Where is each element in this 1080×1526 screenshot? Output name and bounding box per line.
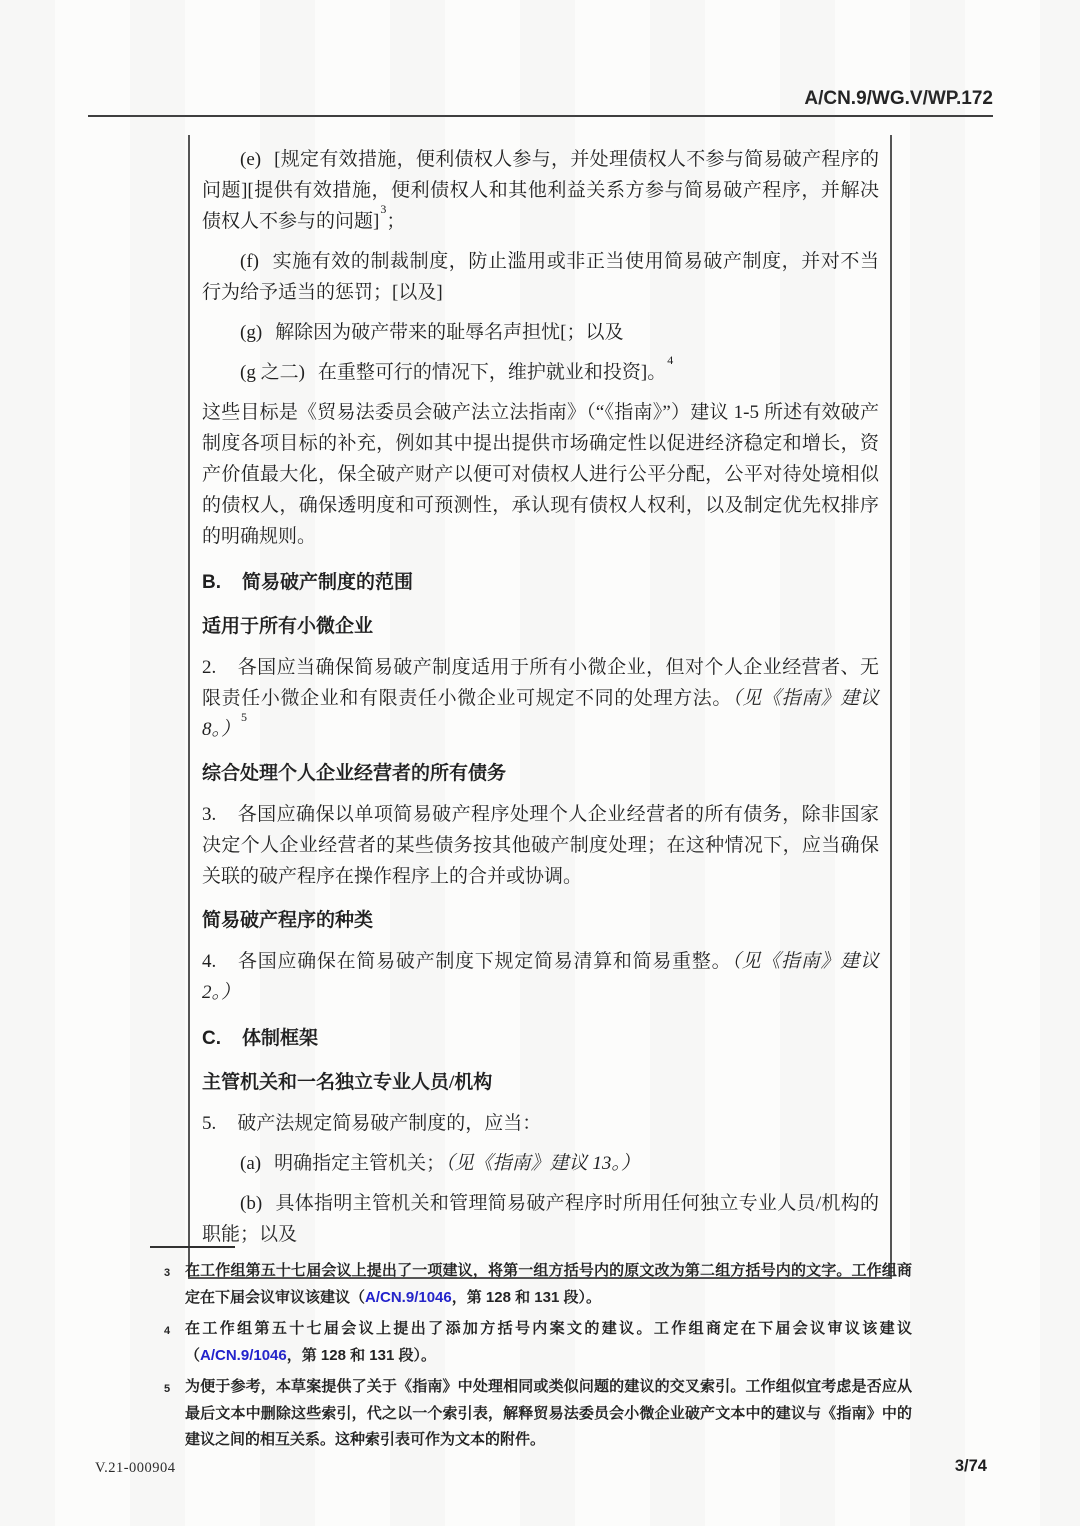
page-number: 3/74 xyxy=(954,1457,987,1475)
section-heading-c xyxy=(202,1023,879,1054)
paragraph-text: 这些目标是《贸易法委员会破产法立法指南》（“《指南》”）建议 1-5 所述有效破产制度各项目标的补充，例如其中提出提供市场确定性以促进经济稳定和增长，资产价值最大化，保全破产财产以便可对债权人进行公平分配，公平对待处境相似的债权人，确保透明度和可预测性，承认现有债权人权利，以及制定优先权排序的明确规则。 xyxy=(202,402,879,547)
paragraph-text: 各国应确保以单项简易破产程序处理个人企业经营者的所有债务，除非国家决定个人企业经营者的某些债务按其他破产制度处理；在这种情况下，应当确保关联的破产程序在操作程序上的合并或协调。 xyxy=(202,804,879,887)
section-heading-b xyxy=(202,567,879,598)
guide-reference: （见《指南》建议 8。） xyxy=(202,688,879,740)
paragraph-5a xyxy=(202,1148,879,1179)
paragraph-label: (a) xyxy=(240,1153,262,1174)
paragraph-text: 破产法规定简易破产制度的，应当： xyxy=(237,1113,542,1134)
paragraph-2 xyxy=(202,652,879,745)
footnote-separator xyxy=(150,1246,235,1248)
header-rule xyxy=(88,115,993,117)
paragraph-5b xyxy=(202,1188,879,1250)
paragraph-g xyxy=(202,317,879,348)
footnote-5 xyxy=(164,1374,912,1454)
footnote-number: 3 xyxy=(164,1267,171,1279)
footnote-ref-4: 4 xyxy=(667,352,674,367)
footnote-text-before: 在工作组第五十七届会议上提出了添加方括号内案文的建议。工作组商定在下届会议审议该建议（ xyxy=(185,1320,912,1364)
paragraph-g-bis xyxy=(202,352,879,388)
section-title: 简易破产制度的范围 xyxy=(242,572,414,593)
link-acn9-1046[interactable]: A/CN.9/1046 xyxy=(200,1346,287,1364)
footnote-3 xyxy=(164,1258,912,1311)
main-text-frame xyxy=(188,135,892,1279)
paragraph-text: [规定有效措施，便利债权人参与，并处理债权人不参与简易破产程序的问题][提供有效措施，便利债权人和其他利益关系方参与简易破产程序，并解决债权人不参与的问题] xyxy=(202,149,879,232)
paragraph-number: 2. xyxy=(202,657,217,678)
paragraph-text: 具体指明主管机关和管理简易破产程序时所用任何独立专业人员/机构的职能；以及 xyxy=(202,1193,879,1245)
footnote-text-before: 在工作组第五十七届会议上提出了一项建议，将第一组方括号内的原文改为第二组方括号内的文字。工作组商定在下届会议审议该建议（ xyxy=(185,1262,912,1306)
footnote-text-after: ，第 128 和 131 段）。 xyxy=(451,1288,601,1306)
paragraph-e xyxy=(202,144,879,237)
footnote-text-after: ，第 128 和 131 段）。 xyxy=(286,1346,436,1364)
guide-reference: （见《指南》建议 2。） xyxy=(202,951,879,1003)
paragraph-number: 4. xyxy=(202,951,217,972)
paragraph-text: 各国应确保在简易破产制度下规定简易清算和简易重整。 xyxy=(237,951,732,972)
paragraph-4 xyxy=(202,946,879,1008)
paragraph-text: 解除因为破产带来的耻辱名声担忧[；以及 xyxy=(275,322,624,343)
paragraph-tail: ； xyxy=(386,211,406,232)
section-title: 体制框架 xyxy=(242,1028,319,1049)
paragraph-text: 各国应当确保简易破产制度适用于所有小微企业，但对个人企业经营者、无限责任小微企业和有限责任小微企业可规定不同的处理方法。 xyxy=(202,657,879,709)
paragraph-label: (b) xyxy=(240,1193,263,1214)
footnote-number: 4 xyxy=(164,1325,171,1337)
footnote-text xyxy=(185,1258,912,1311)
footnote-4 xyxy=(164,1316,912,1369)
paragraph-label: (e) xyxy=(240,149,262,170)
footnote-ref-5: 5 xyxy=(241,709,248,724)
paragraph-goals xyxy=(202,397,879,552)
paragraph-text: 在重整可行的情况下，维护就业和投资]。 xyxy=(317,362,667,383)
paragraph-f xyxy=(202,246,879,308)
guide-reference: （见《指南》建议 13。） xyxy=(445,1153,640,1174)
footnote-text: 为便于参考，本草案提供了关于《指南》中处理相同或类似问题的建议的交叉索引。工作组似宜考虑是否应从最后文本中删除这些索引，代之以一个索引表，解释贸易法委员会小微企业破产文本中的建议与《指南》中的建议之间的相互关系。这种索引表可作为文本的附件。 xyxy=(185,1378,912,1448)
paragraph-3 xyxy=(202,799,879,892)
section-number: C. xyxy=(202,1028,221,1049)
paragraph-label: (g) xyxy=(240,322,263,343)
subheading-types: 简易破产程序的种类 xyxy=(202,910,374,931)
subheading-authority: 主管机关和一名独立专业人员/机构 xyxy=(202,1072,493,1093)
footnote-number: 5 xyxy=(164,1383,171,1395)
document-symbol: A/CN.9/WG.V/WP.172 xyxy=(804,88,993,109)
footnote-block xyxy=(164,1258,912,1459)
paragraph-label: (f) xyxy=(240,251,259,272)
footnote-text xyxy=(185,1316,912,1369)
paragraph-number: 3. xyxy=(202,804,217,825)
job-number: V.21-000904 xyxy=(95,1460,176,1476)
paragraph-number: 5. xyxy=(202,1113,217,1134)
subheading-debts: 综合处理个人企业经营者的所有债务 xyxy=(202,763,507,784)
paragraph-text: 明确指定主管机关； xyxy=(274,1153,446,1174)
paragraph-text: 实施有效的制裁制度，防止滥用或非正当使用简易破产制度，并对不当行为给予适当的惩罚；[以及] xyxy=(202,251,879,303)
paragraph-5 xyxy=(202,1108,879,1139)
subheading-scope: 适用于所有小微企业 xyxy=(202,616,374,637)
link-acn9-1046[interactable]: A/CN.9/1046 xyxy=(365,1288,452,1306)
section-number: B. xyxy=(202,572,221,593)
paragraph-label: (g 之二) xyxy=(240,362,305,383)
footnote-ref-3: 3 xyxy=(380,201,387,216)
